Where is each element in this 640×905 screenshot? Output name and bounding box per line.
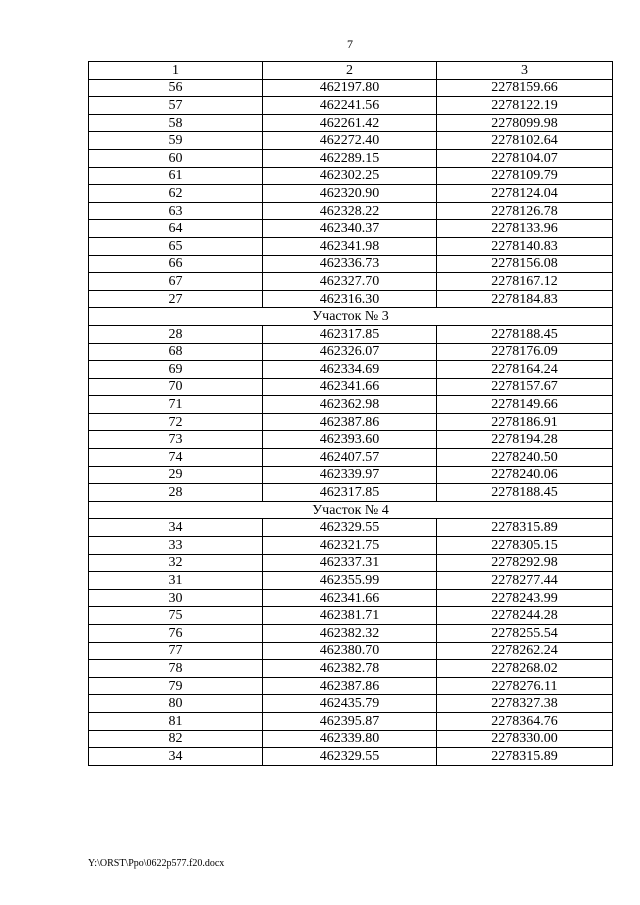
y-coordinate-cell: 2278140.83 [437, 237, 613, 255]
point-number-cell: 64 [89, 220, 263, 238]
point-number-cell: 56 [89, 79, 263, 97]
x-coordinate-cell: 462261.42 [263, 114, 437, 132]
header-col-2: 2 [263, 62, 437, 80]
table-body [89, 79, 613, 765]
point-number-cell: 69 [89, 361, 263, 379]
y-coordinate-cell: 2278262.24 [437, 642, 613, 660]
y-coordinate-cell: 2278133.96 [437, 220, 613, 238]
point-number-cell: 31 [89, 572, 263, 590]
header-col-3: 3 [437, 62, 613, 80]
point-number-cell: 27 [89, 290, 263, 308]
point-number-cell: 76 [89, 625, 263, 643]
x-coordinate-cell: 462382.78 [263, 660, 437, 678]
table-row [89, 642, 613, 660]
table-row [89, 572, 613, 590]
table-row [89, 361, 613, 379]
x-coordinate-cell: 462317.85 [263, 325, 437, 343]
point-number-cell: 28 [89, 325, 263, 343]
point-number-cell: 61 [89, 167, 263, 185]
point-number-cell: 67 [89, 273, 263, 291]
point-number-cell: 71 [89, 396, 263, 414]
table-row [89, 220, 613, 238]
x-coordinate-cell: 462393.60 [263, 431, 437, 449]
y-coordinate-cell: 2278159.66 [437, 79, 613, 97]
table-row [89, 431, 613, 449]
table-header [89, 62, 613, 80]
table-row [89, 149, 613, 167]
y-coordinate-cell: 2278188.45 [437, 325, 613, 343]
y-coordinate-cell: 2278102.64 [437, 132, 613, 150]
y-coordinate-cell: 2278188.45 [437, 484, 613, 502]
table-row [89, 589, 613, 607]
x-coordinate-cell: 462339.80 [263, 730, 437, 748]
y-coordinate-cell: 2278149.66 [437, 396, 613, 414]
y-coordinate-cell: 2278124.04 [437, 185, 613, 203]
y-coordinate-cell: 2278186.91 [437, 413, 613, 431]
table-row [89, 449, 613, 467]
table-row [89, 748, 613, 766]
y-coordinate-cell: 2278292.98 [437, 554, 613, 572]
table-row [89, 519, 613, 537]
point-number-cell: 68 [89, 343, 263, 361]
point-number-cell: 74 [89, 449, 263, 467]
point-number-cell: 80 [89, 695, 263, 713]
y-coordinate-cell: 2278305.15 [437, 537, 613, 555]
page-number: 7 [347, 37, 353, 51]
y-coordinate-cell: 2278315.89 [437, 748, 613, 766]
table-row [89, 167, 613, 185]
y-coordinate-cell: 2278277.44 [437, 572, 613, 590]
y-coordinate-cell: 2278126.78 [437, 202, 613, 220]
table-row [89, 325, 613, 343]
y-coordinate-cell: 2278240.50 [437, 449, 613, 467]
table-row [89, 413, 613, 431]
y-coordinate-cell: 2278156.08 [437, 255, 613, 273]
y-coordinate-cell: 2278276.11 [437, 677, 613, 695]
point-number-cell: 57 [89, 97, 263, 115]
y-coordinate-cell: 2278194.28 [437, 431, 613, 449]
x-coordinate-cell: 462381.71 [263, 607, 437, 625]
point-number-cell: 70 [89, 378, 263, 396]
point-number-cell: 34 [89, 748, 263, 766]
x-coordinate-cell: 462302.25 [263, 167, 437, 185]
x-coordinate-cell: 462327.70 [263, 273, 437, 291]
file-path-footer: Y:\ORST\Ppo\0622p577.f20.docx [88, 858, 225, 869]
table-row [89, 712, 613, 730]
x-coordinate-cell: 462387.86 [263, 413, 437, 431]
y-coordinate-cell: 2278255.54 [437, 625, 613, 643]
y-coordinate-cell: 2278099.98 [437, 114, 613, 132]
point-number-cell: 65 [89, 237, 263, 255]
y-coordinate-cell: 2278327.38 [437, 695, 613, 713]
x-coordinate-cell: 462321.75 [263, 537, 437, 555]
table-row [89, 677, 613, 695]
point-number-cell: 29 [89, 466, 263, 484]
table-row [89, 343, 613, 361]
y-coordinate-cell: 2278157.67 [437, 378, 613, 396]
x-coordinate-cell: 462241.56 [263, 97, 437, 115]
y-coordinate-cell: 2278176.09 [437, 343, 613, 361]
y-coordinate-cell: 2278243.99 [437, 589, 613, 607]
section-label: Участок № 3 [89, 308, 613, 326]
x-coordinate-cell: 462382.32 [263, 625, 437, 643]
table-row [89, 132, 613, 150]
point-number-cell: 66 [89, 255, 263, 273]
point-number-cell: 82 [89, 730, 263, 748]
x-coordinate-cell: 462334.69 [263, 361, 437, 379]
point-number-cell: 60 [89, 149, 263, 167]
y-coordinate-cell: 2278184.83 [437, 290, 613, 308]
section-row [89, 501, 613, 519]
x-coordinate-cell: 462341.66 [263, 589, 437, 607]
x-coordinate-cell: 462362.98 [263, 396, 437, 414]
table-row [89, 554, 613, 572]
table-row [89, 607, 613, 625]
x-coordinate-cell: 462326.07 [263, 343, 437, 361]
point-number-cell: 62 [89, 185, 263, 203]
y-coordinate-cell: 2278315.89 [437, 519, 613, 537]
header-row [89, 62, 613, 80]
x-coordinate-cell: 462316.30 [263, 290, 437, 308]
table-row [89, 237, 613, 255]
point-number-cell: 81 [89, 712, 263, 730]
table-row [89, 537, 613, 555]
x-coordinate-cell: 462355.99 [263, 572, 437, 590]
x-coordinate-cell: 462317.85 [263, 484, 437, 502]
table-row [89, 484, 613, 502]
x-coordinate-cell: 462289.15 [263, 149, 437, 167]
y-coordinate-cell: 2278268.02 [437, 660, 613, 678]
header-col-1: 1 [89, 62, 263, 80]
table-row [89, 97, 613, 115]
x-coordinate-cell: 462380.70 [263, 642, 437, 660]
point-number-cell: 78 [89, 660, 263, 678]
point-number-cell: 32 [89, 554, 263, 572]
y-coordinate-cell: 2278330.00 [437, 730, 613, 748]
x-coordinate-cell: 462336.73 [263, 255, 437, 273]
point-number-cell: 63 [89, 202, 263, 220]
y-coordinate-cell: 2278164.24 [437, 361, 613, 379]
table-row [89, 185, 613, 203]
point-number-cell: 73 [89, 431, 263, 449]
table-row [89, 396, 613, 414]
y-coordinate-cell: 2278122.19 [437, 97, 613, 115]
y-coordinate-cell: 2278167.12 [437, 273, 613, 291]
point-number-cell: 72 [89, 413, 263, 431]
coordinates-table [88, 61, 613, 766]
x-coordinate-cell: 462197.80 [263, 79, 437, 97]
x-coordinate-cell: 462272.40 [263, 132, 437, 150]
y-coordinate-cell: 2278109.79 [437, 167, 613, 185]
table-row [89, 290, 613, 308]
point-number-cell: 28 [89, 484, 263, 502]
point-number-cell: 33 [89, 537, 263, 555]
table-row [89, 730, 613, 748]
point-number-cell: 58 [89, 114, 263, 132]
point-number-cell: 59 [89, 132, 263, 150]
table-row [89, 625, 613, 643]
x-coordinate-cell: 462320.90 [263, 185, 437, 203]
x-coordinate-cell: 462329.55 [263, 519, 437, 537]
table-row [89, 114, 613, 132]
point-number-cell: 30 [89, 589, 263, 607]
x-coordinate-cell: 462395.87 [263, 712, 437, 730]
y-coordinate-cell: 2278244.28 [437, 607, 613, 625]
y-coordinate-cell: 2278364.76 [437, 712, 613, 730]
table-row [89, 695, 613, 713]
table-row [89, 660, 613, 678]
table-row [89, 255, 613, 273]
x-coordinate-cell: 462340.37 [263, 220, 437, 238]
x-coordinate-cell: 462387.86 [263, 677, 437, 695]
x-coordinate-cell: 462341.98 [263, 237, 437, 255]
table-row [89, 273, 613, 291]
point-number-cell: 77 [89, 642, 263, 660]
y-coordinate-cell: 2278240.06 [437, 466, 613, 484]
section-label: Участок № 4 [89, 501, 613, 519]
x-coordinate-cell: 462329.55 [263, 748, 437, 766]
x-coordinate-cell: 462341.66 [263, 378, 437, 396]
table-row [89, 466, 613, 484]
table-row [89, 202, 613, 220]
x-coordinate-cell: 462339.97 [263, 466, 437, 484]
x-coordinate-cell: 462337.31 [263, 554, 437, 572]
point-number-cell: 75 [89, 607, 263, 625]
point-number-cell: 34 [89, 519, 263, 537]
y-coordinate-cell: 2278104.07 [437, 149, 613, 167]
x-coordinate-cell: 462435.79 [263, 695, 437, 713]
table-row [89, 79, 613, 97]
point-number-cell: 79 [89, 677, 263, 695]
x-coordinate-cell: 462328.22 [263, 202, 437, 220]
x-coordinate-cell: 462407.57 [263, 449, 437, 467]
table-row [89, 378, 613, 396]
section-row [89, 308, 613, 326]
